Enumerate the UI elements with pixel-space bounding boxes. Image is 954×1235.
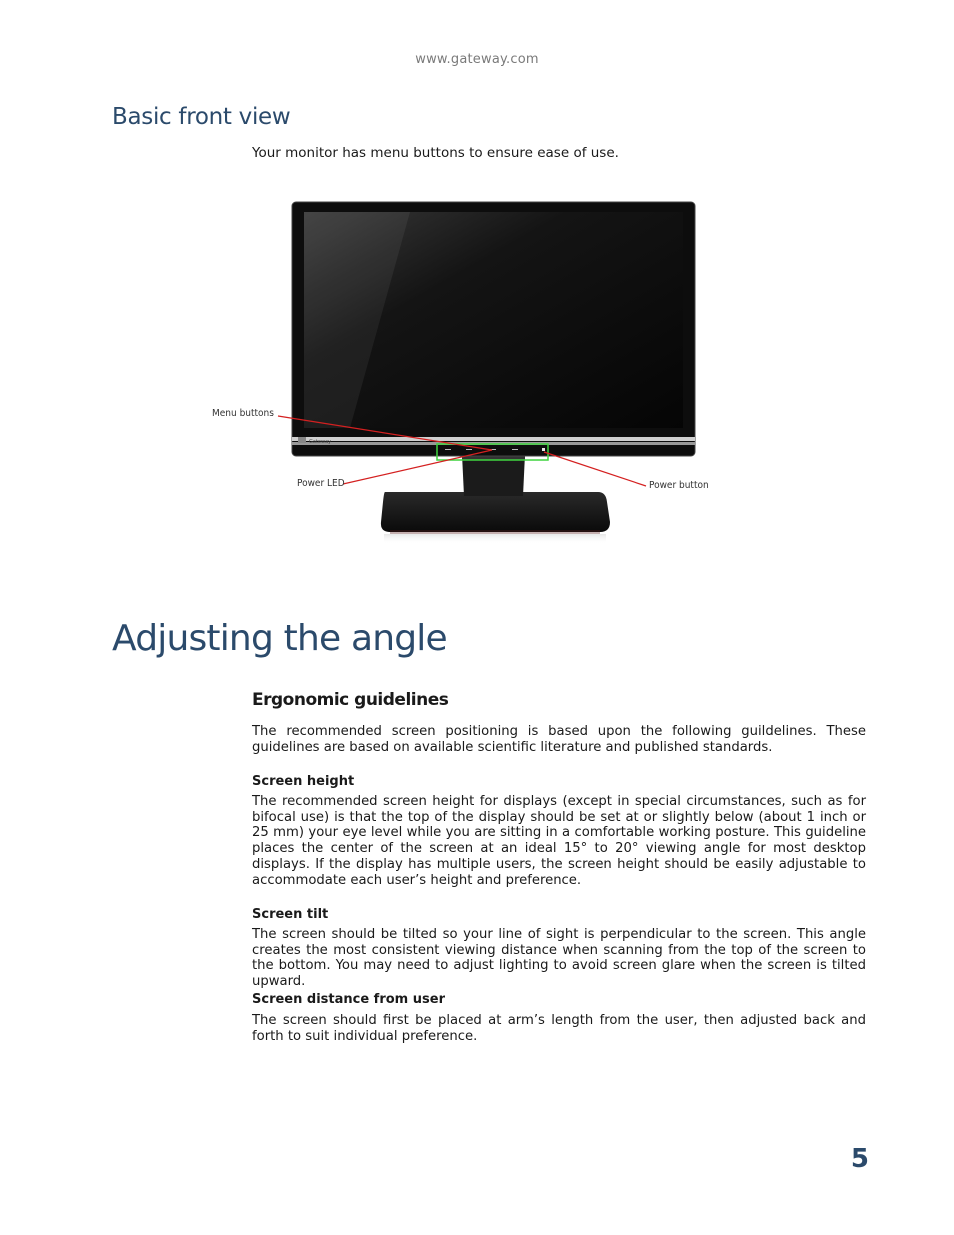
intro-text: Your monitor has menu buttons to ensure ease of use. [252, 145, 619, 161]
page-number: 5 [850, 1144, 869, 1174]
svg-text:Gateway: Gateway [309, 439, 332, 445]
header-url: www.gateway.com [415, 52, 539, 67]
power-button-line [544, 452, 646, 486]
para-screen-distance: The screen should first be placed at arm’s length from the user, then adjusted back and forth to suit individual preference. [252, 1013, 866, 1044]
monitor-base [381, 492, 610, 532]
callout-power-button: Power button [649, 480, 709, 491]
chapter-title: Adjusting the angle [112, 618, 447, 659]
callout-power-led: Power LED [297, 478, 345, 489]
section-heading-basic-front-view: Basic front view [112, 104, 291, 130]
callout-menu-buttons: Menu buttons [212, 408, 274, 419]
heading-screen-height: Screen height [252, 774, 355, 789]
para-screen-tilt: The screen should be tilted so your line of sight is perpendicular to the screen. This angle creates the most consistent viewing distance when scanning from the top of the screen to the bottom. You may need to adjust lighting to avoid screen glare when the screen is tilted upward. [252, 927, 866, 990]
heading-screen-tilt: Screen tilt [252, 907, 329, 922]
para-screen-height: The recommended screen height for displays (except in special circumstances, such as for bifocal use) is that the top of the display should be set at or slightly below (about 1 inch or 25 mm) your eye level while you are sitting in a comfortable working posture. This guideline places the center of the screen at an ideal 15° to 20° viewing angle for most desktop displays. If the display has multiple users, the screen height should be easily adjustable to accommodate each user’s height and preference. [252, 794, 866, 888]
para-ergonomic: The recommended screen positioning is based upon the following guildelines. These guidelines are based on available scientific literature and published standards. [252, 724, 866, 755]
heading-screen-distance: Screen distance from user [252, 992, 445, 1007]
monitor-figure [200, 186, 720, 546]
monitor-illustration [200, 186, 720, 546]
subhead-ergonomic-guidelines: Ergonomic guidelines [252, 690, 449, 710]
